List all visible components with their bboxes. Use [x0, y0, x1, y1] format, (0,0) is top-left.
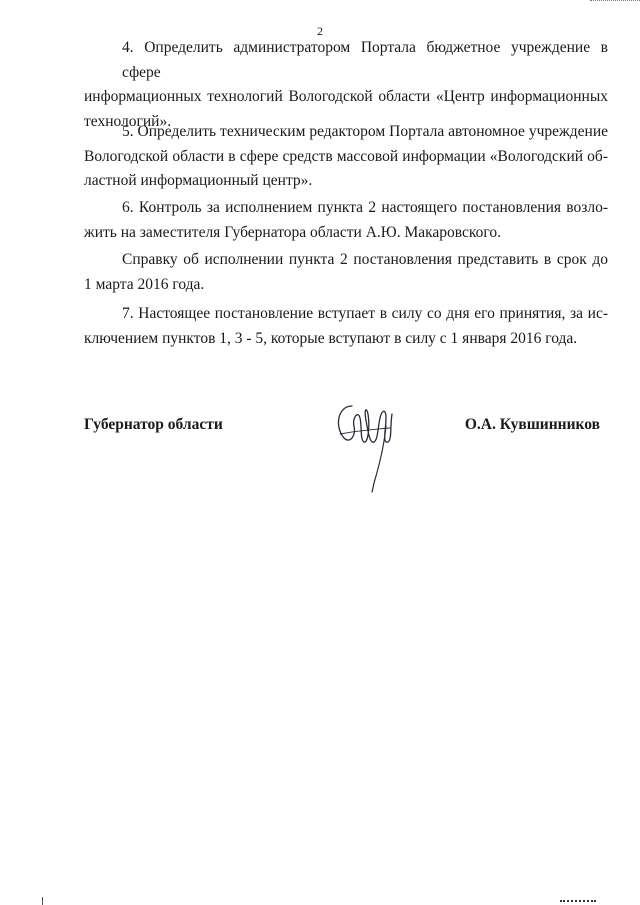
- text-line: жить на заместителя Губернатора области А.Ю. Макаровского.: [84, 223, 501, 241]
- text-line: Справку об исполнении пункта 2 постановления представить в срок до: [122, 251, 608, 268]
- scan-mark: [560, 900, 596, 904]
- signatory-position: Губернатор области: [84, 416, 223, 433]
- scan-corner-mark: [590, 0, 640, 4]
- paragraph-item-6: [84, 196, 608, 245]
- page-number: 2: [317, 24, 323, 38]
- paragraph-item-7: [84, 302, 608, 351]
- text-line: 7. Настоящее постановление вступает в силу со дня его принятия, за ис-: [122, 305, 608, 322]
- text-line: 1 марта 2016 года.: [84, 275, 205, 293]
- text-line: информационных технологий Вологодской области «Центр информационных: [84, 88, 608, 105]
- text-line: Вологодской области в сфере средств массовой информации «Вологодский об-: [84, 147, 608, 165]
- signatory-name: О.А. Кувшинников: [464, 416, 600, 433]
- text-line: ключением пунктов 1, 3 - 5, которые вступают в силу с 1 января 2016 года.: [84, 329, 578, 347]
- text-line: 5. Определить техническим редактором Портала автономное учреждение: [122, 123, 608, 140]
- text-line: технологий».: [84, 112, 172, 130]
- text-line: 4. Определить администратором Портала бюджетное учреждение в сфере: [122, 39, 608, 81]
- scan-mark: [42, 897, 43, 905]
- text-line: ластной информационный центр».: [84, 172, 313, 189]
- handwritten-signature: [330, 396, 400, 496]
- text-line: 6. Контроль за исполнением пункта 2 настоящего постановления возло-: [122, 199, 608, 216]
- paragraph-item-5: [84, 120, 608, 194]
- paragraph-report-deadline: [84, 248, 608, 297]
